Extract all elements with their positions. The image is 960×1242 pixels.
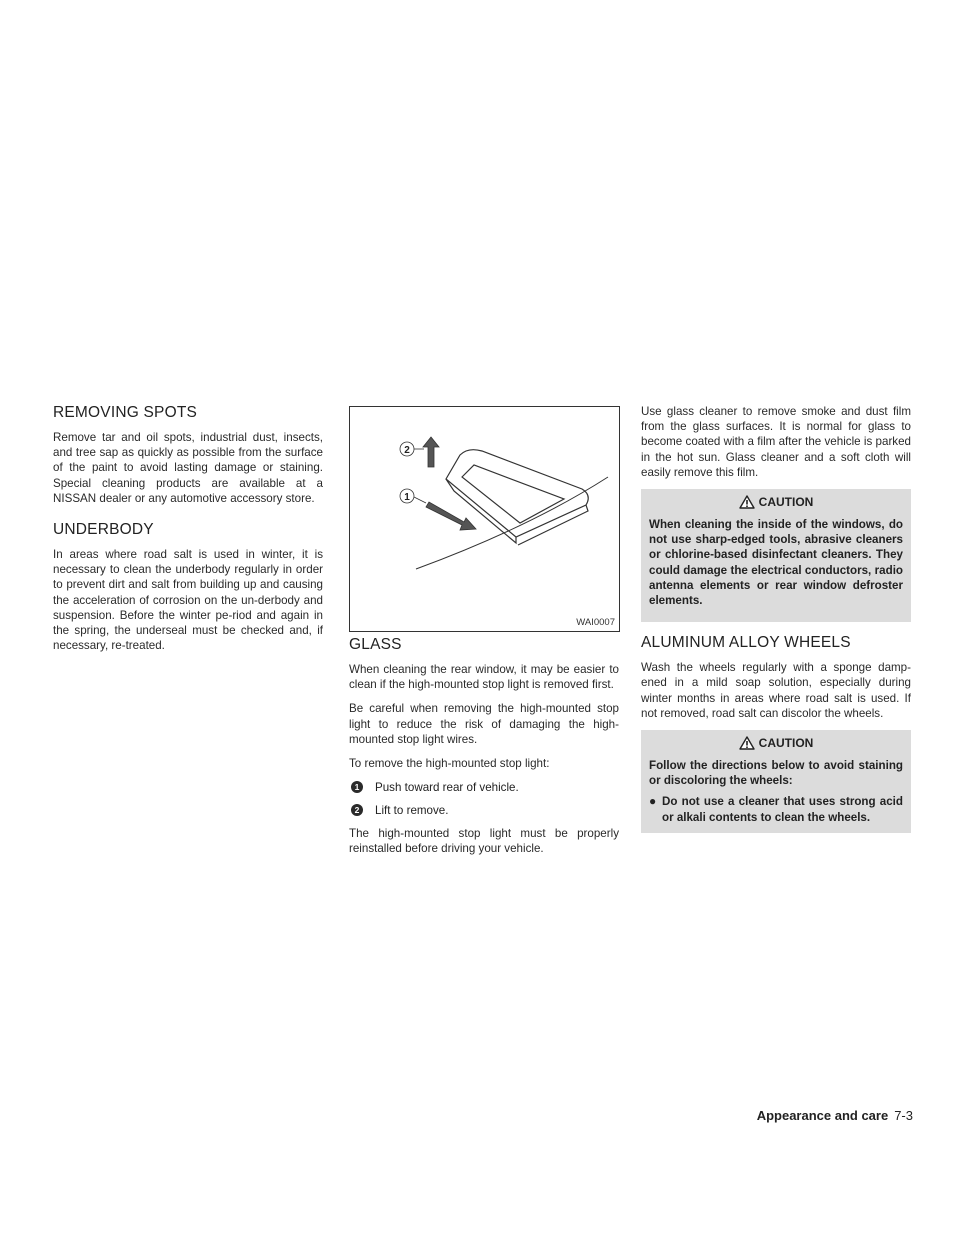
step-1	[351, 780, 619, 795]
figure-label: WAI0007	[576, 617, 615, 628]
middle-column	[349, 636, 619, 866]
step-2	[351, 803, 619, 818]
caution-box-wheels	[641, 730, 911, 833]
removing-spots-text: Remove tar and oil spots, industrial dust, insects, and tree sap as quickly as possible from the surface of the paint to avoid lasting damage or staining. Special cleaning products are available at a NISSAN dealer or any automotive accessory store.	[53, 431, 323, 505]
arrow-up-icon	[423, 437, 439, 467]
step-number-2: 2	[351, 804, 363, 816]
glass-text-3: To remove the high-mounted stop light:	[349, 757, 550, 771]
glass-text-4: The high-mounted stop light must be properly reinstalled before driving your vehicle.	[349, 827, 619, 856]
caution-label: CAUTION	[758, 495, 814, 510]
caution-title	[649, 495, 903, 509]
step-text-1: Push toward rear of vehicle.	[375, 781, 519, 795]
warning-icon	[739, 495, 755, 509]
caution-label-2: CAUTION	[758, 736, 814, 751]
removing-spots-heading: REMOVING SPOTS	[53, 404, 198, 421]
wheels-text: Wash the wheels regularly with a sponge damp-ened in a mild soap solution, especially during winter months in areas where road salt is used. If not removed, road salt can discolor the wheels.	[641, 661, 911, 720]
callout-2: 2	[404, 445, 410, 456]
caution-bullet-text: Do not use a cleaner that uses strong acid or alkali contents to clean the wheels.	[662, 795, 903, 824]
glass-text-1: When cleaning the rear window, it may be easier to clean if the high-mounted stop light is removed first.	[349, 663, 619, 692]
bullet-icon: ●	[649, 794, 657, 809]
step-text-2: Lift to remove.	[375, 804, 449, 818]
glass-text-2: Be careful when removing the high-mounted stop light to reduce the risk of damaging the high-mounted stop light wires.	[349, 702, 619, 746]
step-number-1: 1	[351, 781, 363, 793]
callout-1: 1	[404, 492, 410, 503]
arrow-diagonal-icon	[426, 502, 476, 530]
caution-bullet	[649, 794, 903, 824]
page-footer	[757, 1108, 913, 1123]
glass-cont-text: Use glass cleaner to remove smoke and dust film from the glass surfaces. It is normal for glass to become coated with a film after the vehicle is parked in the hot sun. Glass cleaner and a soft cloth will easily remove this film.	[641, 405, 911, 479]
right-column	[641, 404, 911, 845]
stop-light-figure	[349, 406, 620, 632]
warning-icon	[739, 736, 755, 750]
glass-heading: GLASS	[349, 636, 402, 653]
wheels-heading: ALUMINUM ALLOY WHEELS	[641, 634, 851, 652]
caution-text: When cleaning the inside of the windows, do not use sharp-edged tools, abrasive cleaners or chlorine-based disinfectant cleaners. They could damage the electrical conductors, radio antenna elements or rear window defroster elements.	[649, 518, 903, 608]
stop-light-illustration	[350, 407, 619, 631]
left-column	[53, 404, 323, 662]
caution-title-2	[649, 736, 903, 750]
underbody-heading: UNDERBODY	[53, 521, 154, 539]
caution-box-windows	[641, 489, 911, 622]
page-number: 7-3	[894, 1108, 913, 1123]
section-title: Appearance and care	[756, 1108, 889, 1123]
caution-text-2: Follow the directions below to avoid staining or discoloring the wheels:	[649, 759, 903, 788]
underbody-text: In areas where road salt is used in winter, it is necessary to clean the underbody regularly in order to prevent dirt and salt from building up and causing the acceleration of corrosion on the un-derbody and suspension. Before the winter pe-riod and again in the spring, the underseal must be checked and, if necessary, re-treated.	[53, 548, 323, 653]
